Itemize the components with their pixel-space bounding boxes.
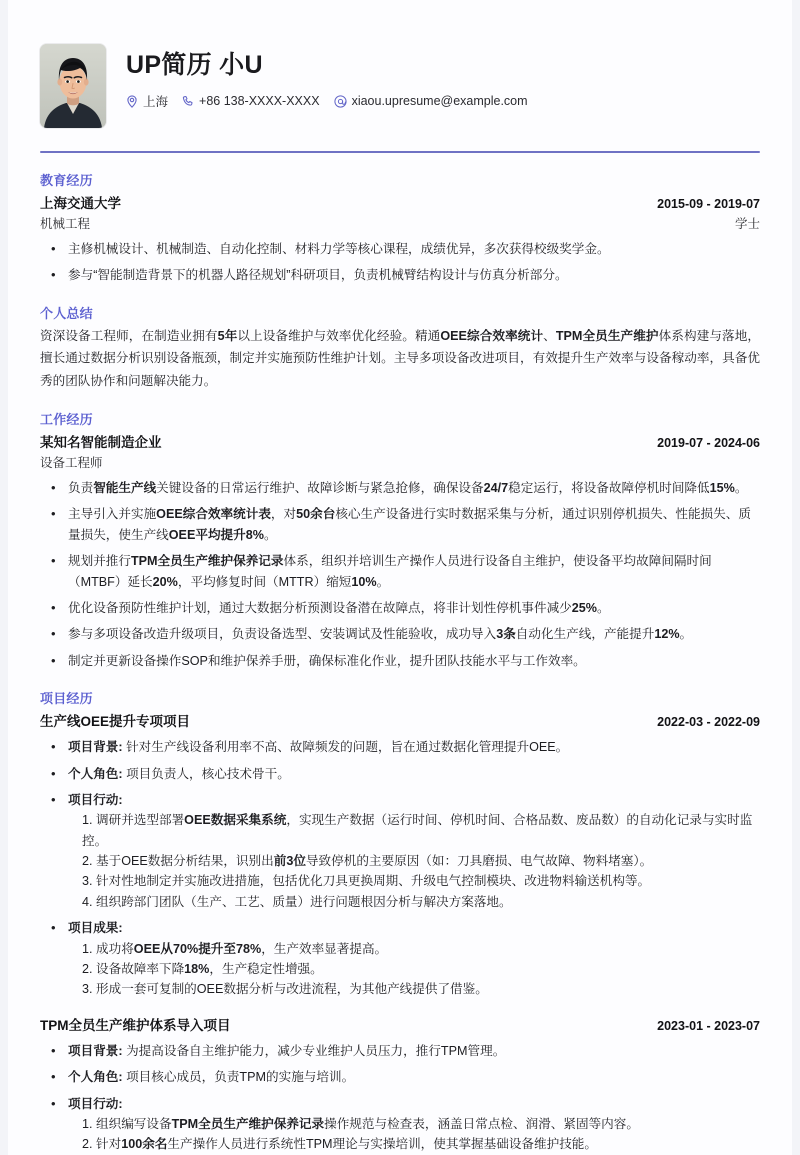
candidate-name: UP简历 小U [126,51,263,79]
bold-run: TPM全员生产维护 [555,328,659,343]
bold-run: OEE平均提升8% [168,527,264,542]
work-bullet: • 制定并更新设备操作SOP和维护保养手册，确保标准化作业，提升团队技能水平与工作效率。 [40,651,760,671]
project-bullet-label: 项目背景: [68,740,123,755]
contact-email-text: xiaou.upresume@example.com [351,94,528,108]
project-entry [40,710,760,1000]
bold-run: OEE数据采集系统 [184,813,287,828]
education-bullet: • 参与“智能制造背景下的机器人路径规划”科研项目，负责机械臂结构设计与仿真分析部分。 [40,265,760,285]
project-bullet: • 项目背景: 为提高设备自主维护能力，减少专业维护人员压力，推行TPM管理。 [40,1041,760,1061]
project-bullet-label: 个人角色: [68,1070,123,1085]
education-subline [40,214,760,232]
bold-run: 24/7 [483,481,509,495]
work-company: 某知名智能制造企业 [40,435,162,450]
project-bullet [40,918,760,1000]
bold-run: 12% [654,627,680,642]
location-pin-icon [126,95,138,108]
project-bullets [40,1041,760,1155]
bold-run: 15% [709,481,735,495]
project-entry [40,1014,760,1155]
project-bullets [40,737,760,1000]
project-bullet [40,790,760,912]
project-bullet-label: 项目行动: [68,792,123,807]
summary-text: 资深设备工程师，在制造业拥有5年以上设备维护与效率优化经验。精通OEE综合效率统计、TPM全员生产维护体系构建与落地，擅长通过数据分析识别设备瓶颈，制定并实施预防性维护计划。主导多项设备改进项目，有效提升生产效率与设备稼动率，具备优秀的团队协作和问题解决能力。 [40,328,761,388]
bold-run: 5年 [217,328,238,343]
bold-run: 50余台 [296,507,336,522]
education-bullet: • 主修机械设计、机械制造、自动化控制、材料力学等核心课程，成绩优异，多次获得校级奖学金。 [40,239,760,259]
project-name: TPM全员生产维护体系导入项目 [40,1017,231,1033]
education-school: 上海交通大学 [40,196,121,211]
project-subline: 3. 形成一套可复制的OEE数据分析与改进流程，为其他产线提供了借鉴。 [82,982,488,997]
work-bullet: • 负责智能生产线关键设备的日常运行维护、故障诊断与紧急抢修，确保设备24/7稳定运行，将设备故障停机时间降低15%。 [40,478,760,498]
project-subline: 1. 调研并选型部署OEE数据采集系统，实现生产数据（运行时间、停机时间、合格品数、废品数）的自动化记录与实时监控。 [82,813,753,848]
work-bullet: • 参与多项设备改造升级项目，负责设备选型、安装调试及性能验收，成功导入3条自动化生产线，产能提升12%。 [40,624,760,644]
header-text-block [126,44,528,110]
project-bullet-sublines [68,1114,760,1155]
bold-run: OEE综合效率统计 [440,328,544,343]
section-title-projects: 项目经历 [40,691,93,707]
project-subline: 2. 设备故障率下降18%，生产稳定性增强。 [82,962,323,977]
project-entry-head [40,1014,760,1034]
section-title-education: 教育经历 [40,173,93,188]
bold-run: 智能生产线 [93,481,157,495]
project-name: 生产线OEE提升专项项目 [40,714,191,730]
contact-location-text: 上海 [143,95,169,109]
section-education [40,153,760,286]
project-bullet-label: 项目背景: [68,1043,123,1058]
work-date: 2019-07 - 2024-06 [657,436,760,450]
project-bullet-sublines [68,810,760,912]
section-projects [40,671,760,1155]
bold-run: 18% [184,962,210,977]
bold-run: OEE综合效率统计表 [156,507,271,522]
contact-phone [182,94,320,108]
bold-run: TPM全员生产维护保养记录 [171,1116,325,1131]
work-entry-head [40,431,760,451]
project-bullet: • 个人角色: 项目核心成员，负责TPM的实施与培训。 [40,1067,760,1087]
contact-location [126,92,168,110]
education-bullets [40,239,760,286]
project-bullet: • 个人角色: 项目负责人，核心技术骨干。 [40,764,760,784]
project-bullet-label: 项目成果: [68,921,123,936]
bold-run: TPM全员生产维护保养记录 [130,554,284,569]
work-bullet: • 规划并推行TPM全员生产维护保养记录体系，组织并培训生产操作人员进行设备自主维护，使设备平均故障间隔时间（MTBF）延长20%，平均修复时间（MTTR）缩短10%。 [40,551,760,592]
education-entry-head [40,192,760,212]
project-bullet [40,1094,760,1155]
project-subline: 4. 组织跨部门团队（生产、工艺、质量）进行问题根因分析与解决方案落地。 [82,894,512,909]
avatar [40,44,106,128]
education-date: 2015-09 - 2019-07 [657,197,760,211]
contact-list [126,92,528,110]
project-subline: 2. 针对100余名生产操作人员进行系统性TPM理论与实操培训，使其掌握基础设备维护技能。 [82,1137,597,1152]
work-role: 设备工程师 [40,456,103,470]
at-sign-icon [334,95,347,108]
contact-email [334,94,528,108]
section-work [40,392,760,671]
bold-run: 3条 [496,627,516,642]
bold-run: 20% [152,574,178,589]
section-summary [40,286,760,392]
project-subline: 1. 成功将OEE从70%提升至78%，生产效率显著提高。 [82,941,388,956]
project-bullet-label: 个人角色: [68,766,123,781]
bold-run: 前3位 [273,854,306,869]
project-subline: 3. 针对性地制定并实施改进措施，包括优化刀具更换周期、升级电气控制模块、改进物料输送机构等。 [82,874,651,889]
project-bullet-label: 项目行动: [68,1096,123,1111]
work-role-row [40,453,760,471]
education-major: 机械工程 [40,217,91,231]
phone-icon [182,95,194,108]
project-date: 2022-03 - 2022-09 [657,715,760,730]
project-bullet: • 项目背景: 针对生产线设备利用率不高、故障频发的问题，旨在通过数据化管理提升OEE。 [40,737,760,757]
education-degree: 学士 [734,217,760,231]
project-date: 2023-01 - 2023-07 [657,1018,760,1033]
project-subline: 1. 组织编写设备TPM全员生产维护保养记录操作规范与检查表，涵盖日常点检、润滑、紧固等内容。 [82,1116,639,1131]
projects-list [40,710,760,1155]
project-bullet-sublines [68,939,760,1000]
section-title-work: 工作经历 [40,412,93,427]
work-bullet: • 优化设备预防性维护计划，通过大数据分析预测设备潜在故障点，将非计划性停机事件减少25%。 [40,598,760,618]
bold-run: OEE从70%提升至78% [133,941,262,956]
project-subline: 2. 基于OEE数据分析结果，识别出前3位导致停机的主要原因（如：刀具磨损、电气故障、物料堵塞）。 [82,854,653,869]
project-entry-head [40,710,760,730]
section-title-summary: 个人总结 [40,305,93,321]
bold-run: 100余名 [121,1137,168,1152]
bold-run: 10% [351,574,377,589]
contact-phone-text: +86 138-XXXX-XXXX [199,94,320,108]
resume-header [40,44,760,128]
work-bullet: • 主导引入并实施OEE综合效率统计表，对50余台核心生产设备进行实时数据采集与分析，通过识别停机损失、性能损失、质量损失，使生产线OEE平均提升8%。 [40,504,760,545]
bold-run: 25% [571,600,597,615]
work-bullets [40,478,760,671]
resume-page [8,0,792,1155]
